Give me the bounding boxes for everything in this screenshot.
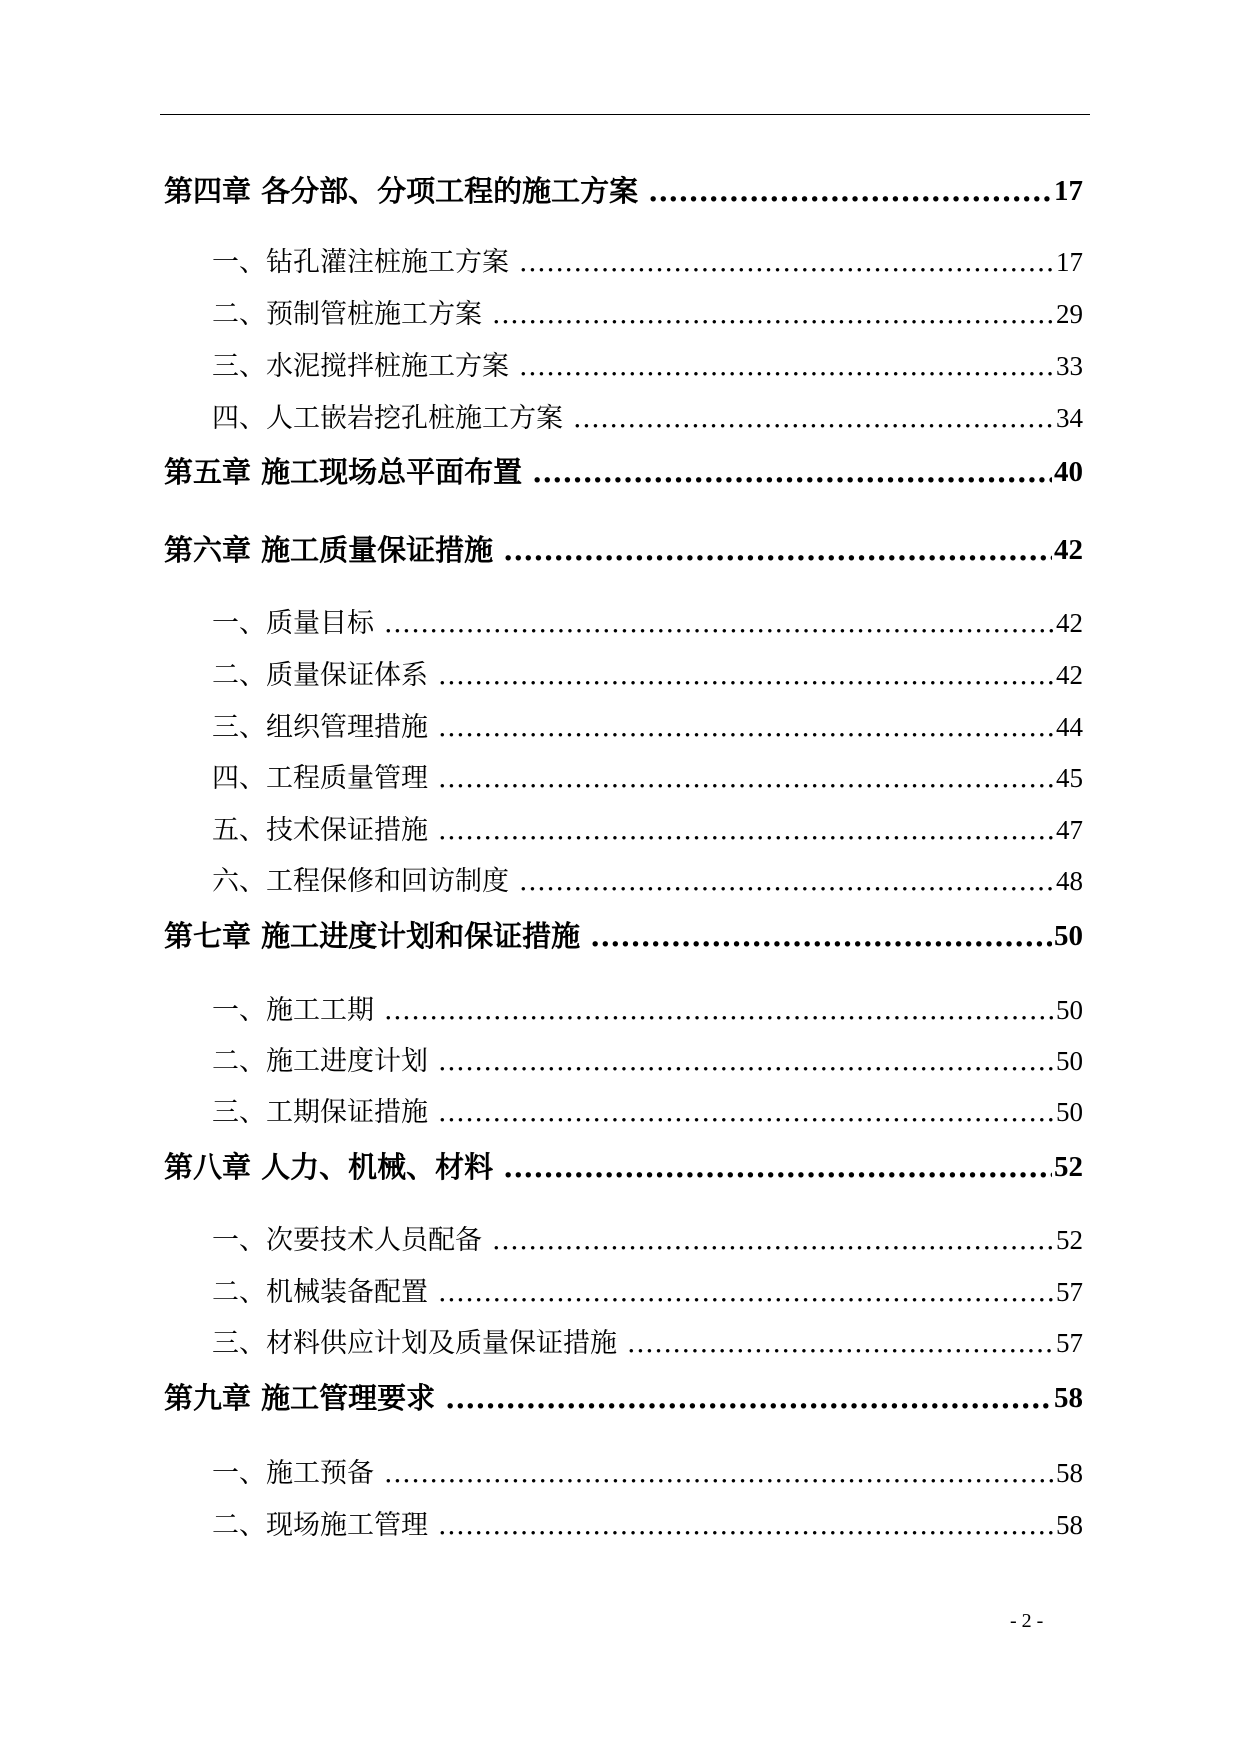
toc-title: 六、工程保修和回访制度 (212, 866, 509, 897)
dot-leader (503, 1153, 1052, 1182)
toc-page-number: 57 (1056, 1328, 1083, 1358)
toc-page-number: 50 (1056, 1097, 1083, 1127)
toc-page-number: 58 (1056, 1510, 1083, 1540)
toc-title: 第八章 人力、机械、材料 (164, 1150, 494, 1184)
dot-leader (627, 1330, 1054, 1357)
toc-title: 二、机械装备配置 (212, 1277, 428, 1308)
toc-page-number: 57 (1056, 1277, 1083, 1307)
toc-title: 三、水泥搅拌桩施工方案 (212, 351, 509, 382)
toc-page-number: 29 (1056, 299, 1083, 329)
toc-page-number: 50 (1056, 995, 1083, 1025)
toc-page-number: 34 (1056, 403, 1083, 433)
toc-title: 二、质量保证体系 (212, 660, 428, 691)
toc-entry-section[interactable] (0, 849, 1241, 895)
dot-leader (445, 1384, 1052, 1413)
toc-entry-section[interactable] (0, 1260, 1241, 1306)
toc-entry-section[interactable] (0, 1029, 1241, 1075)
toc-entry-section[interactable] (0, 746, 1241, 792)
toc-entry-chapter-5[interactable] (0, 441, 1241, 487)
toc-title: 第九章 施工管理要求 (164, 1381, 436, 1415)
toc-page-number: 17 (1054, 175, 1083, 207)
dot-leader (438, 817, 1054, 844)
toc-entry-chapter-9[interactable] (0, 1367, 1241, 1413)
toc-page-number: 48 (1056, 866, 1083, 896)
toc-page-number: 42 (1056, 608, 1083, 638)
toc-entry-chapter-6[interactable] (0, 519, 1241, 565)
toc-page-number: 44 (1056, 712, 1083, 742)
dot-leader (648, 177, 1052, 206)
dot-leader (438, 714, 1054, 741)
dot-leader (573, 405, 1054, 432)
dot-leader (384, 610, 1054, 637)
toc-title: 第四章 各分部、分项工程的施工方案 (164, 174, 639, 208)
toc-title: 二、施工进度计划 (212, 1046, 428, 1077)
toc-page-number: 45 (1056, 763, 1083, 793)
toc-entry-section[interactable] (0, 591, 1241, 637)
dot-leader (384, 1460, 1054, 1487)
toc-page-number: 42 (1056, 660, 1083, 690)
toc-title: 一、钻孔灌注桩施工方案 (212, 247, 509, 278)
toc-page-number: 58 (1054, 1382, 1083, 1414)
toc-entry-section[interactable] (0, 386, 1241, 432)
toc-page-number: 58 (1056, 1458, 1083, 1488)
toc-entry-section[interactable] (0, 978, 1241, 1024)
toc-entry-section[interactable] (0, 695, 1241, 741)
toc-page-number: 47 (1056, 815, 1083, 845)
toc-page-number: 33 (1056, 351, 1083, 381)
toc-title: 三、组织管理措施 (212, 712, 428, 743)
toc-page-number: 52 (1056, 1225, 1083, 1255)
toc-title: 二、预制管桩施工方案 (212, 299, 482, 330)
toc-entry-section[interactable] (0, 282, 1241, 328)
toc-entry-chapter-8[interactable] (0, 1136, 1241, 1182)
toc-entry-section[interactable] (0, 1441, 1241, 1487)
toc-title: 二、现场施工管理 (212, 1510, 428, 1541)
dot-leader (519, 353, 1054, 380)
dot-leader (519, 868, 1054, 895)
toc-title: 一、施工预备 (212, 1458, 374, 1489)
toc-title: 三、材料供应计划及质量保证措施 (212, 1328, 617, 1359)
toc-entry-chapter-4[interactable] (0, 160, 1241, 206)
dot-leader (438, 1099, 1054, 1126)
toc-title: 四、人工嵌岩挖孔桩施工方案 (212, 403, 563, 434)
toc-entry-section[interactable] (0, 230, 1241, 276)
toc-entry-section[interactable] (0, 1080, 1241, 1126)
toc-entry-section[interactable] (0, 1208, 1241, 1254)
toc-page-number: 42 (1054, 534, 1083, 566)
toc-title: 五、技术保证措施 (212, 815, 428, 846)
dot-leader (503, 536, 1052, 565)
toc-entry-section[interactable] (0, 1493, 1241, 1539)
toc-page-number: 50 (1054, 920, 1083, 952)
toc-page-number: 52 (1054, 1151, 1083, 1183)
toc-entry-section[interactable] (0, 798, 1241, 844)
toc-page-number: 40 (1054, 456, 1083, 488)
toc-page-number: 17 (1056, 247, 1083, 277)
dot-leader (519, 249, 1054, 276)
dot-leader (438, 765, 1054, 792)
dot-leader (492, 1227, 1054, 1254)
header-rule (160, 114, 1090, 115)
dot-leader (438, 1048, 1054, 1075)
toc-entry-chapter-7[interactable] (0, 905, 1241, 951)
dot-leader (438, 1279, 1054, 1306)
dot-leader (384, 997, 1054, 1024)
toc-entry-section[interactable] (0, 643, 1241, 689)
toc-entry-section[interactable] (0, 334, 1241, 380)
toc-title: 第五章 施工现场总平面布置 (164, 455, 523, 489)
toc-title: 第七章 施工进度计划和保证措施 (164, 919, 581, 953)
dot-leader (438, 662, 1054, 689)
toc-title: 一、质量目标 (212, 608, 374, 639)
toc-title: 第六章 施工质量保证措施 (164, 533, 494, 567)
page-number: - 2 - (1010, 1610, 1044, 1632)
toc-title: 三、工期保证措施 (212, 1097, 428, 1128)
dot-leader (532, 458, 1052, 487)
toc-title: 四、工程质量管理 (212, 763, 428, 794)
dot-leader (492, 301, 1054, 328)
toc-page-number: 50 (1056, 1046, 1083, 1076)
toc-title: 一、次要技术人员配备 (212, 1225, 482, 1256)
toc-entry-section[interactable] (0, 1311, 1241, 1357)
toc-title: 一、施工工期 (212, 995, 374, 1026)
dot-leader (590, 922, 1052, 951)
dot-leader (438, 1512, 1054, 1539)
